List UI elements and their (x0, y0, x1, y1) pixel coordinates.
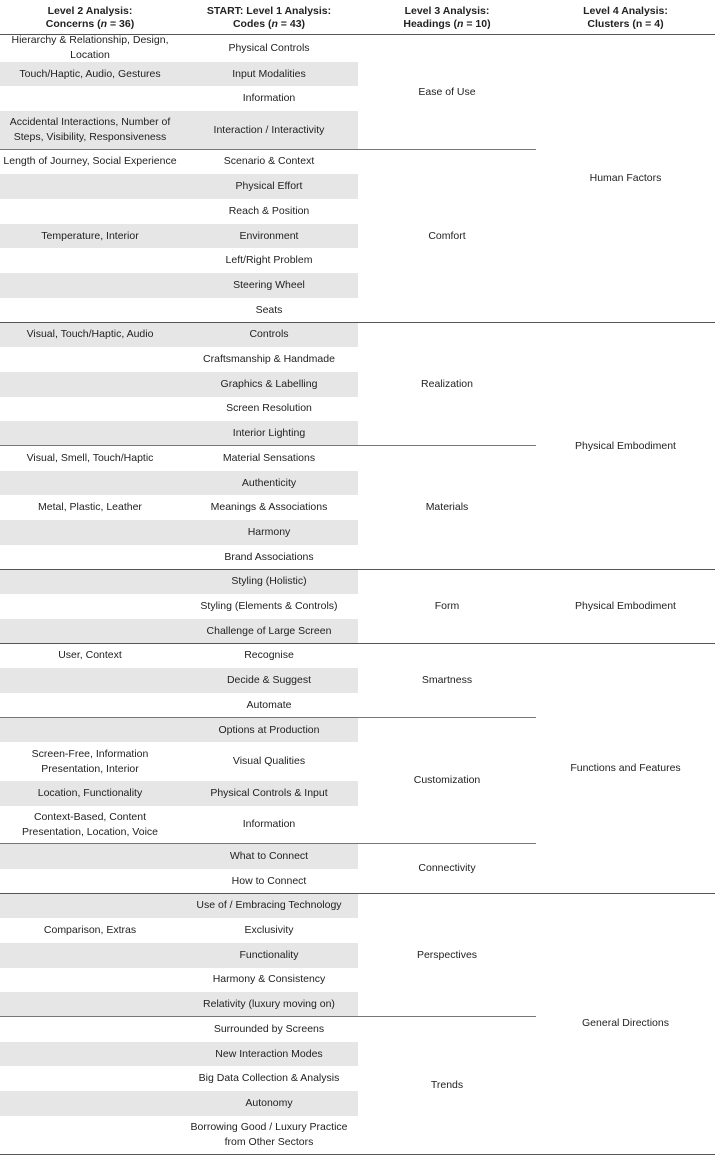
heading-cell: Trends (430, 1079, 464, 1092)
concerns-cell (0, 693, 180, 718)
header-clusters-line2: Clusters (n = 4) (587, 18, 664, 30)
concerns-cell (0, 869, 180, 894)
concerns-cell: Metal, Plastic, Leather (38, 501, 142, 514)
header-codes (180, 4, 358, 32)
concerns-cell (0, 421, 180, 446)
cluster-cell: Physical Embodiment (575, 439, 676, 452)
heading-cell: Customization (413, 774, 481, 787)
code-cell: Options at Production (180, 718, 358, 743)
concerns-cell: Screen-Free, Information Presentation, Interior (31, 747, 149, 775)
header-clusters (536, 4, 715, 32)
concerns-cell (0, 894, 180, 919)
code-cell: Information (242, 818, 296, 831)
code-cell: Functionality (180, 943, 358, 968)
code-cell: Material Sensations (222, 451, 316, 464)
code-cell: Styling (Elements & Controls) (200, 600, 338, 613)
concerns-cell (0, 718, 180, 743)
header-clusters-line1: Level 4 Analysis: (583, 5, 668, 17)
concerns-cell (0, 248, 180, 273)
code-cell: Harmony (180, 520, 358, 545)
code-cell: Input Modalities (180, 62, 358, 87)
concerns-cell (0, 372, 180, 397)
code-cell: Physical Controls (228, 41, 310, 54)
concerns-cell (0, 199, 180, 224)
header-headings-line1: Level 3 Analysis: (404, 5, 490, 17)
code-cell: Exclusivity (244, 924, 294, 937)
concerns-cell (0, 347, 180, 372)
concerns-cell (0, 943, 180, 968)
concerns-cell (0, 1017, 180, 1042)
code-cell: Decide & Suggest (180, 668, 358, 693)
cluster-cell: General Directions (582, 1017, 669, 1030)
concerns-cell: Comparison, Extras (43, 924, 137, 937)
concerns-cell (0, 968, 180, 993)
concerns-cell (0, 520, 180, 545)
code-cell: Seats (255, 303, 283, 316)
code-cell: Borrowing Good / Luxury Practice from Other Sectors (190, 1121, 348, 1149)
concerns-cell (0, 397, 180, 422)
code-cell: Relativity (luxury moving on) (180, 992, 358, 1017)
header-concerns-line2: Concerns (n = 36) (45, 18, 135, 30)
heading-cell: Realization (421, 377, 473, 390)
heading-cell: Perspectives (416, 948, 478, 961)
code-cell: Brand Associations (224, 550, 314, 563)
concerns-cell: Accidental Interactions, Number of Steps, Visibility, Responsiveness (0, 111, 180, 150)
concerns-cell (0, 1066, 180, 1091)
code-cell: Surrounded by Screens (213, 1022, 325, 1035)
header-codes-line2: Codes (n = 43) (232, 18, 306, 30)
concerns-cell (0, 619, 180, 644)
code-cell: Steering Wheel (180, 273, 358, 298)
cluster-cell: Functions and Features (570, 762, 681, 775)
code-cell: Big Data Collection & Analysis (198, 1072, 340, 1085)
concerns-cell: Context-Based, Content Presentation, Location, Voice (21, 810, 158, 838)
code-cell: Left/Right Problem (225, 254, 313, 267)
code-cell: What to Connect (180, 844, 358, 869)
code-cell: Scenario & Context (223, 155, 315, 168)
concerns-cell: Temperature, Interior (0, 224, 180, 249)
code-cell: New Interaction Modes (180, 1042, 358, 1067)
heading-cell: Smartness (421, 674, 473, 687)
header-concerns-line1: Level 2 Analysis: (47, 5, 133, 17)
cluster-cell: Human Factors (589, 172, 662, 185)
heading-cell: Connectivity (418, 862, 476, 875)
code-cell: Visual Qualities (232, 755, 306, 768)
code-cell: Physical Controls & Input (180, 781, 358, 806)
bottom-rule (0, 1154, 715, 1155)
code-cell: Reach & Position (228, 204, 310, 217)
code-cell: Recognise (244, 649, 294, 662)
code-cell: Automate (246, 698, 292, 711)
concerns-cell: Visual, Touch/Haptic, Audio (0, 323, 180, 348)
code-cell: Craftsmanship & Handmade (203, 353, 335, 366)
concerns-cell (0, 1116, 180, 1155)
concerns-cell (0, 298, 180, 323)
concerns-cell: Touch/Haptic, Audio, Gestures (0, 62, 180, 87)
concerns-cell (0, 174, 180, 199)
concerns-cell: Length of Journey, Social Experience (3, 155, 177, 168)
header-codes-line1: START: Level 1 Analysis: (206, 5, 332, 17)
concerns-cell (0, 844, 180, 869)
concerns-cell (0, 1091, 180, 1116)
concerns-cell (0, 471, 180, 496)
code-cell: Screen Resolution (226, 402, 312, 415)
heading-cell: Ease of Use (418, 85, 476, 98)
header-headings (358, 4, 536, 32)
heading-cell: Materials (425, 501, 469, 514)
concerns-cell (0, 992, 180, 1017)
code-cell: Harmony & Consistency (212, 973, 326, 986)
code-cell: Interaction / Interactivity (180, 111, 358, 150)
concerns-cell (0, 570, 180, 595)
concerns-cell: Visual, Smell, Touch/Haptic (26, 451, 154, 464)
header-headings-line2: Headings (n = 10) (403, 18, 491, 30)
heading-cell: Form (434, 600, 460, 613)
concerns-cell: Hierarchy & Relationship, Design, Location (11, 34, 169, 62)
code-cell: Challenge of Large Screen (180, 619, 358, 644)
code-cell: How to Connect (231, 874, 307, 887)
code-cell: Styling (Holistic) (180, 570, 358, 595)
concerns-cell (0, 86, 180, 111)
concerns-cell (0, 594, 180, 619)
concerns-cell (0, 545, 180, 570)
code-cell: Autonomy (180, 1091, 358, 1116)
code-cell: Physical Effort (180, 174, 358, 199)
code-cell: Environment (180, 224, 358, 249)
code-cell: Meanings & Associations (210, 501, 328, 514)
code-cell: Graphics & Labelling (180, 372, 358, 397)
concerns-cell (0, 1042, 180, 1067)
concerns-cell: Location, Functionality (0, 781, 180, 806)
concerns-cell (0, 668, 180, 693)
header-concerns (0, 4, 180, 32)
heading-cell: Comfort (428, 229, 466, 242)
concerns-cell: User, Context (58, 649, 122, 662)
code-cell: Use of / Embracing Technology (180, 894, 358, 919)
code-cell: Interior Lighting (180, 421, 358, 446)
code-cell: Controls (180, 323, 358, 348)
cluster-cell: Physical Embodiment (575, 600, 676, 613)
concerns-cell (0, 273, 180, 298)
code-cell: Information (242, 92, 296, 105)
code-cell: Authenticity (180, 471, 358, 496)
